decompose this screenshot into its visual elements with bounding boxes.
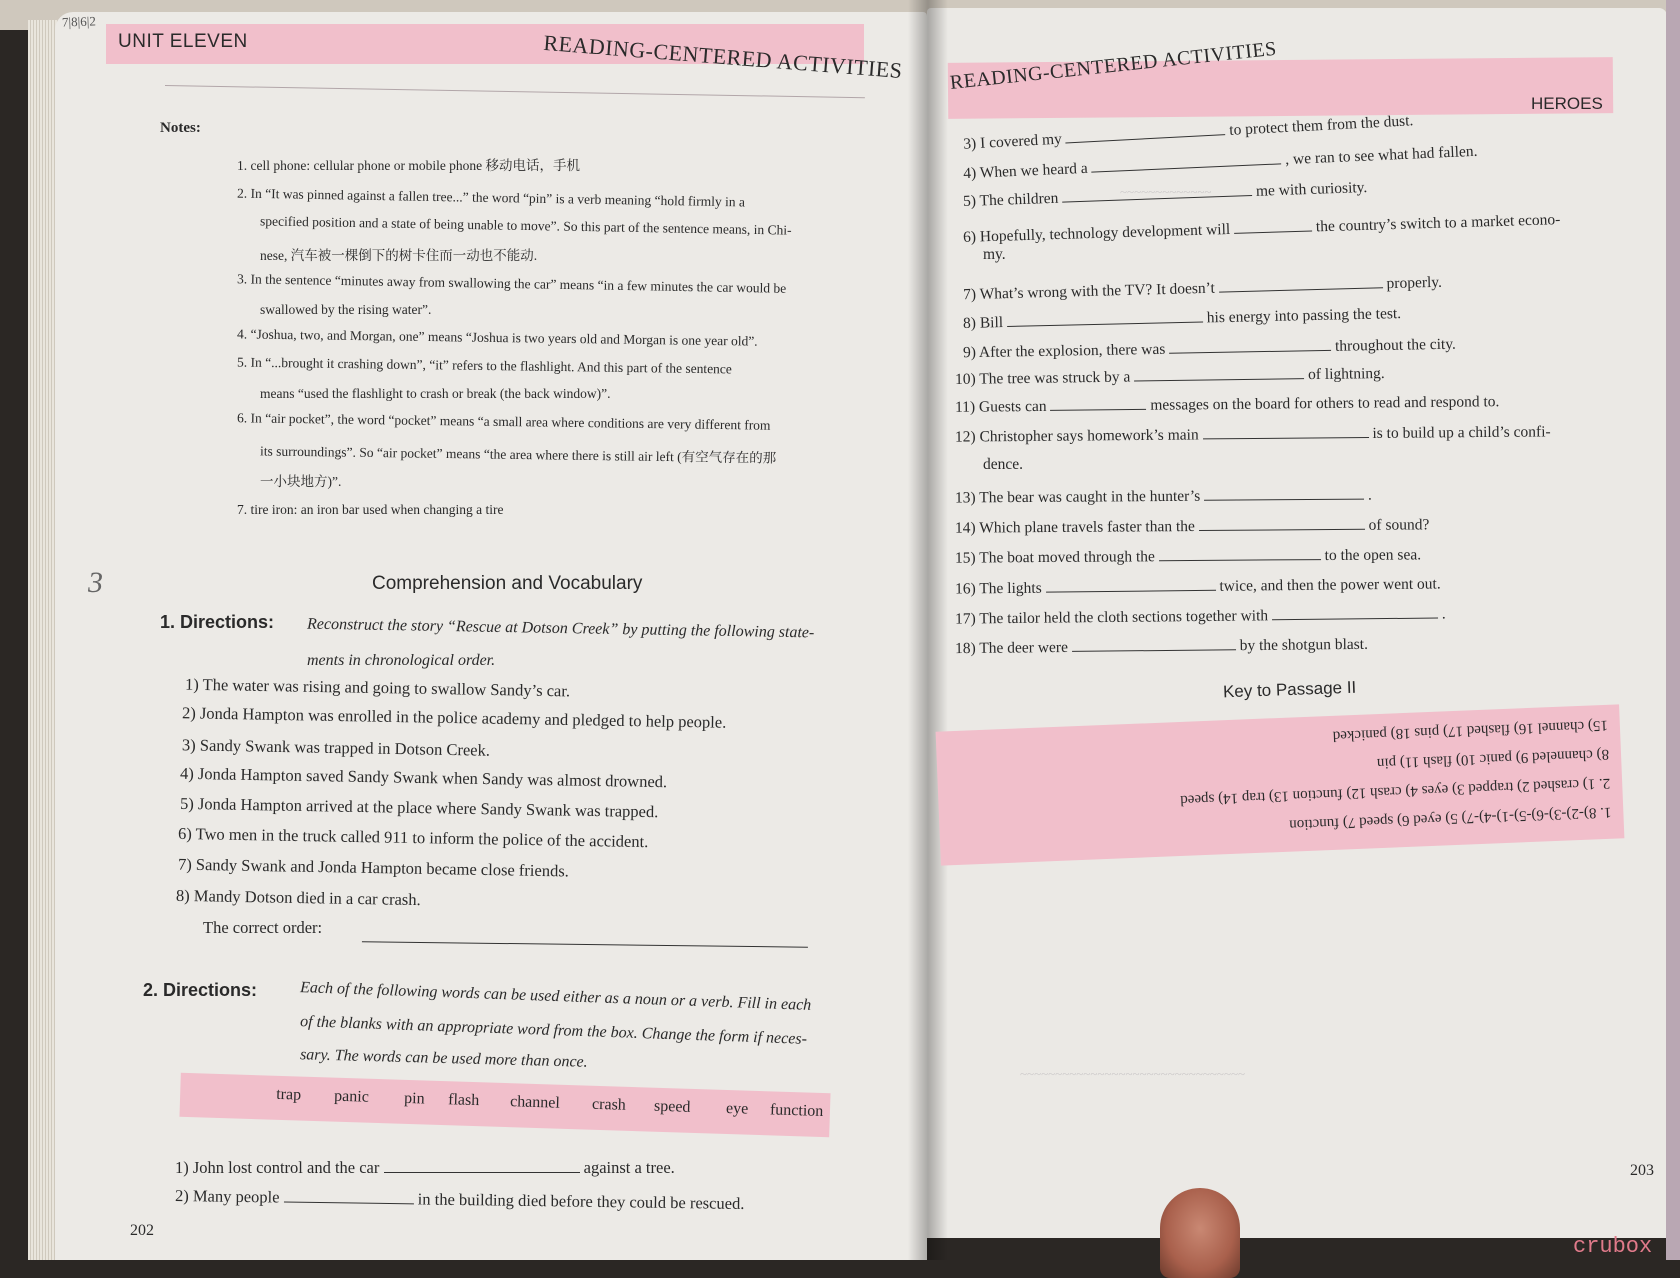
- notes-title: Notes:: [160, 120, 201, 136]
- list-item: 8) Mandy Dotson died in a car crash.: [175, 885, 421, 910]
- handwritten-mark: 3: [88, 566, 103, 599]
- note-line: 1. cell phone: cellular phone or mobile phone 移动电话，手机: [237, 158, 581, 173]
- question-text: of lightning.: [1307, 365, 1385, 384]
- question-text: 13) The bear was caught in the hunter’s: [954, 487, 1201, 507]
- word-option: speed: [653, 1097, 691, 1116]
- word-option: pin: [403, 1089, 425, 1108]
- answer-blank[interactable]: [1007, 308, 1203, 327]
- question-text: by the shotgun blast.: [1239, 635, 1369, 655]
- list-item: 5) Jonda Hampton arrived at the place where Sandy Swank was trapped.: [179, 793, 659, 822]
- question-text: my.: [983, 246, 1006, 263]
- question-text: his energy into passing the test.: [1206, 305, 1402, 327]
- thumb: [1160, 1188, 1240, 1278]
- key-line: 8) channeled 9) panic 10) flash 11) pin: [1376, 745, 1610, 772]
- question-text: 7) What’s wrong with the TV? It doesn’t: [962, 279, 1216, 304]
- question-text: the country’s switch to a market econo-: [1315, 211, 1561, 236]
- key-line: 2. 1) crashed 2) trapped 3) eyes 4) crash 12) function 13) trap 14) speed: [1179, 774, 1611, 809]
- answer-blank[interactable]: [1134, 364, 1304, 381]
- exercise2-directions-cont: of the blanks with an appropriate word from the box. Change the form if neces-: [299, 1013, 808, 1048]
- question-text: dence.: [983, 456, 1024, 473]
- note-line: 6. In “air pocket”, the word “pocket” means “a small area where conditions are very different from: [236, 410, 771, 433]
- bleed-through: ~~~~~~~~~~~~~~~~~~~~~~~~~~~~~~~~: [1020, 1066, 1246, 1081]
- answer-blank[interactable]: [1202, 423, 1368, 439]
- fill-question: [955, 514, 1429, 537]
- question-text: , we ran to see what had fallen.: [1284, 142, 1478, 169]
- question-text: 2) Many people: [174, 1186, 280, 1207]
- question-text: 11) Guests can: [954, 397, 1047, 416]
- word-option: flash: [447, 1091, 480, 1110]
- question-text: me with curiosity.: [1255, 178, 1368, 200]
- question-text: 15) The boat moved through the: [954, 548, 1155, 567]
- question-text: 4) When we heard a: [962, 159, 1089, 183]
- answer-blank[interactable]: [1204, 485, 1364, 501]
- word-option: function: [769, 1101, 824, 1120]
- key-line: 15) channel 16) flashed 17) pins 18) panicked: [1332, 716, 1609, 744]
- unit-label: UNIT ELEVEN: [118, 31, 248, 52]
- question-text: 12) Christopher says homework’s main: [954, 426, 1199, 446]
- answer-blank[interactable]: [1272, 604, 1438, 621]
- question-text: 1) John lost control and the car: [175, 1158, 380, 1177]
- note-line: specified position and a state of being unable to move”. So this part of the sentence means, in Chi-: [259, 213, 792, 238]
- question-text: .: [1367, 486, 1372, 504]
- note-line: 7. tire iron: an iron bar used when changing a tire: [237, 502, 504, 517]
- note-line: 2. In “It was pinned against a fallen tree...” the word “pin” is a verb meaning “hold firmly in a: [236, 185, 746, 210]
- list-item: 4) Jonda Hampton saved Sandy Swank when Sandy was almost drowned.: [179, 763, 668, 792]
- handwritten-mark: 7|8|6|2: [61, 13, 97, 30]
- note-line: 5. In “...brought it crashing down”, “it” refers to the flashlight. And this part of the sentence: [236, 354, 732, 377]
- question-text: against a tree.: [583, 1158, 675, 1177]
- question-text: to protect them from the dust.: [1228, 112, 1414, 139]
- page-number-right: 203: [1630, 1162, 1654, 1179]
- list-item: 3) Sandy Swank was trapped in Dotson Creek.: [181, 735, 491, 760]
- section-label: HEROES: [1531, 94, 1603, 113]
- question-text: throughout the city.: [1334, 335, 1457, 355]
- book-gutter: [908, 0, 948, 1260]
- answer-blank[interactable]: [284, 1188, 414, 1205]
- background-surface: [1666, 0, 1680, 1260]
- exercise2-directions: Each of the following words can be used either as a noun or a verb. Fill in each: [299, 979, 812, 1014]
- answer-blank[interactable]: [1045, 576, 1215, 593]
- section-title: Comprehension and Vocabulary: [372, 573, 643, 594]
- question-text: twice, and then the power went out.: [1219, 575, 1441, 595]
- question-text: 18) The deer were: [954, 638, 1068, 658]
- exercise1-directions: Reconstruct the story “Rescue at Dotson Creek” by putting the following state-: [306, 615, 815, 642]
- answer-blank[interactable]: [1050, 395, 1146, 411]
- question-text: messages on the board for others to read and respond to.: [1150, 393, 1500, 414]
- fill-question: [955, 485, 1372, 508]
- question-text: 17) The tailor held the cloth sections together with: [954, 607, 1269, 628]
- left-header-title: READING-CENTERED ACTIVITIES: [542, 29, 904, 84]
- question-text: 8) Bill: [962, 314, 1004, 332]
- note-line: its surroundings”. So “air pocket” means “the area where there is still air left (有空气存在的那: [259, 443, 777, 466]
- list-item: 1) The water was rising and going to swallow Sandy’s car.: [184, 674, 571, 701]
- answer-label: The correct order:: [203, 918, 323, 937]
- bleed-through: ~~~~~~~~~~~~~: [1120, 184, 1212, 199]
- question-text: 16) The lights: [954, 579, 1042, 598]
- answer-blank[interactable]: [1234, 217, 1312, 234]
- exercise1-directions-cont: ments in chronological order.: [307, 652, 496, 669]
- word-option: channel: [509, 1093, 561, 1112]
- question-text: of sound?: [1368, 516, 1430, 534]
- question-text: in the building died before they could be rescued.: [417, 1189, 745, 1213]
- exercise1-label: 1. Directions:: [160, 612, 275, 632]
- answer-blank[interactable]: [1199, 515, 1365, 531]
- note-line: 一小块地方)”.: [260, 474, 342, 489]
- answer-blank[interactable]: [384, 1158, 580, 1173]
- note-line: 3. In the sentence “minutes away from swallowing the car” means “in a few minutes the car would be: [236, 271, 787, 296]
- note-line: 4. “Joshua, two, and Morgan, one” means “Joshua is two years old and Morgan is one year old”.: [236, 326, 758, 349]
- question-text: 14) Which plane travels faster than the: [954, 517, 1195, 537]
- word-option: panic: [333, 1087, 370, 1106]
- page-number-left: 202: [130, 1222, 154, 1239]
- key-line: 1. 8)-2)-3)-6)-5)-1)-4)-7) 5) eyed 6) speed 7) function: [1288, 803, 1612, 833]
- word-option: trap: [275, 1085, 302, 1104]
- list-item: 7) Sandy Swank and Jonda Hampton became close friends.: [177, 854, 570, 881]
- note-line: nese, 汽车被一棵倒下的树卡住而一动也不能动.: [260, 248, 538, 263]
- question-text: properly.: [1386, 273, 1443, 293]
- fill-question: [175, 1158, 675, 1178]
- question-text: to the open sea.: [1324, 546, 1422, 565]
- answer-blank[interactable]: [1218, 273, 1382, 292]
- list-item: 6) Two men in the truck called 911 to inform the police of the accident.: [177, 823, 649, 852]
- right-header-title: READING-CENTERED ACTIVITIES: [948, 37, 1278, 94]
- question-text: 10) The tree was struck by a: [954, 368, 1131, 388]
- fill-question: [955, 544, 1421, 567]
- word-option: eye: [725, 1099, 749, 1118]
- question-text: 9) After the explosion, there was: [962, 340, 1166, 362]
- question-text: is to build up a child’s confi-: [1372, 423, 1551, 442]
- exercise2-directions-cont: sary. The words can be used more than once.: [299, 1046, 588, 1071]
- answer-blank[interactable]: [1072, 635, 1236, 652]
- note-line: swallowed by the rising water”.: [260, 302, 432, 317]
- exercise2-label: 2. Directions:: [143, 980, 258, 1000]
- question-text: .: [1441, 605, 1446, 623]
- answer-blank[interactable]: [1159, 545, 1321, 561]
- word-option: crash: [591, 1095, 627, 1114]
- watermark: crubox: [1573, 1234, 1653, 1259]
- note-line: means “used the flashlight to crash or break (the back window)”.: [260, 386, 611, 401]
- key-title: Key to Passage II: [1222, 677, 1357, 702]
- question-text: 5) The children: [962, 189, 1059, 211]
- answer-blank[interactable]: [1169, 336, 1331, 354]
- question-text: 3) I covered my: [962, 130, 1063, 153]
- question-text: 6) Hopefully, technology development will: [962, 220, 1231, 246]
- list-item: 2) Jonda Hampton was enrolled in the police academy and pledged to help people.: [181, 703, 727, 732]
